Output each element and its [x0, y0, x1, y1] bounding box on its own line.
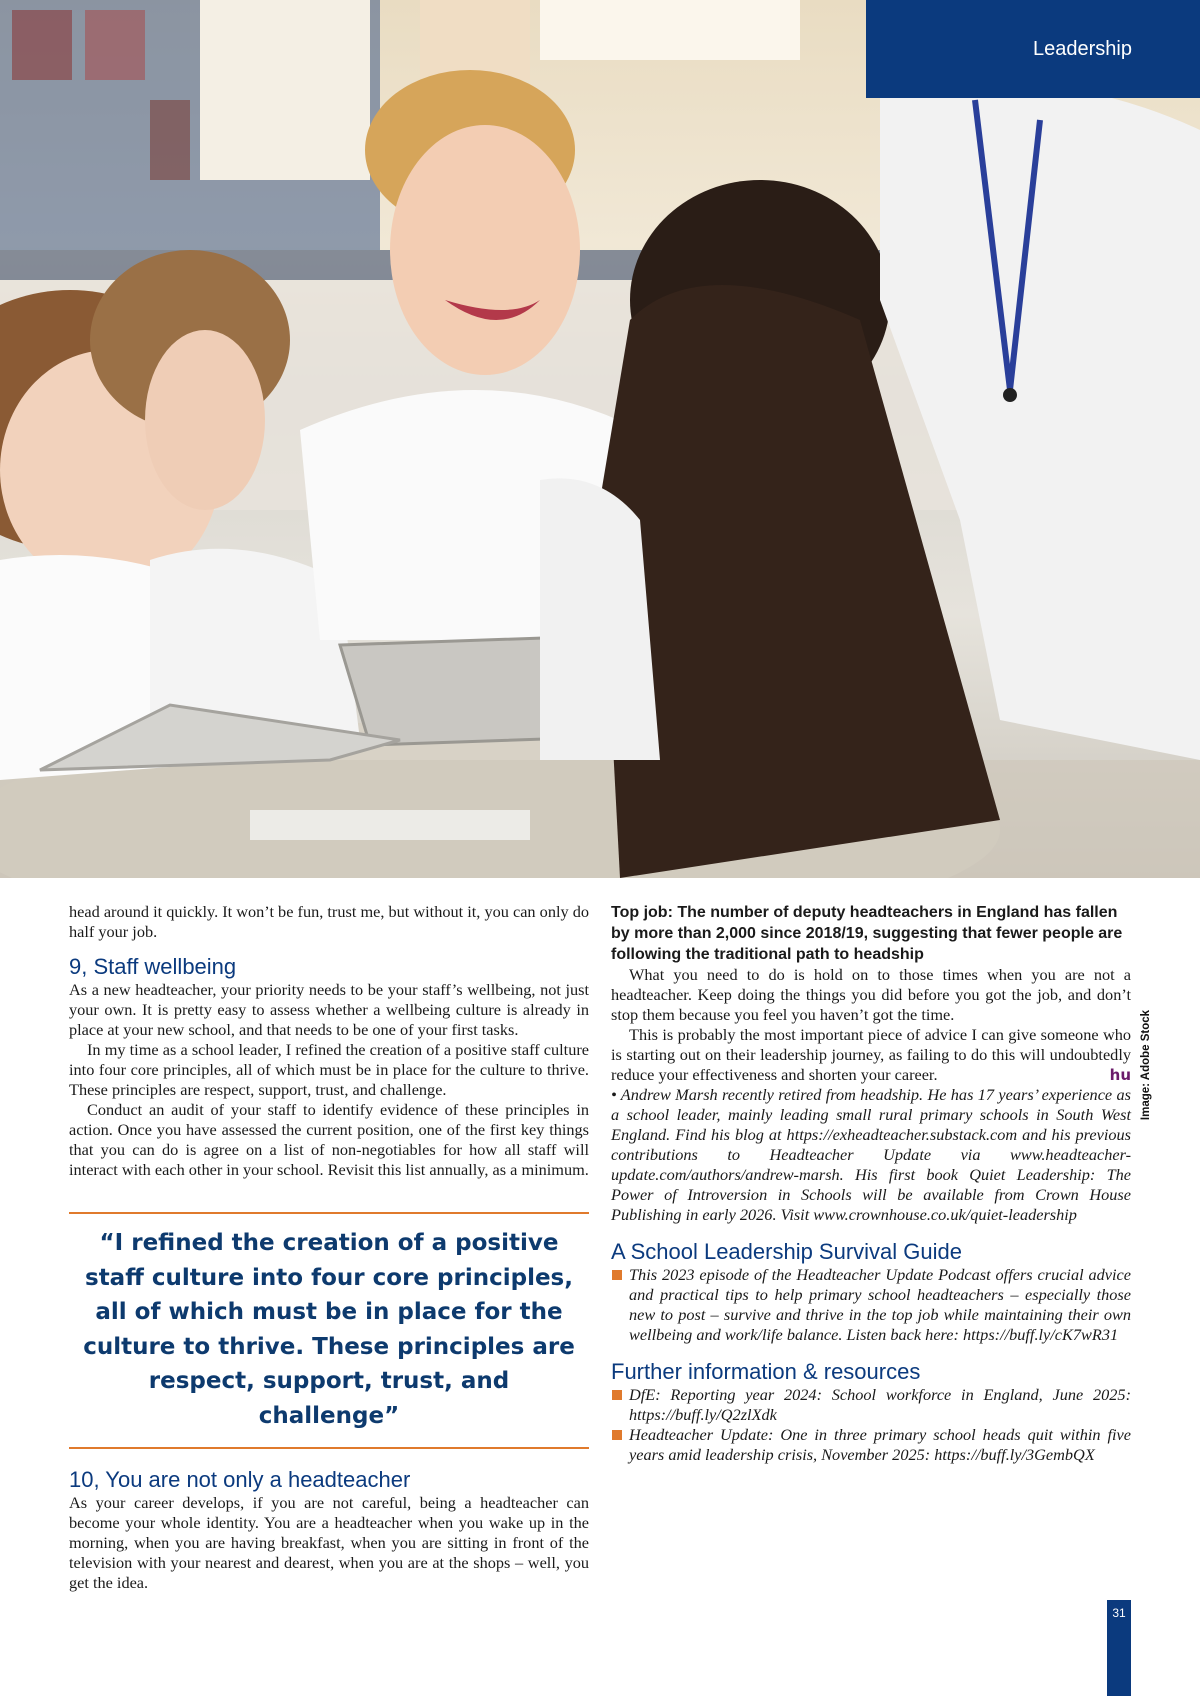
section-label: Leadership: [866, 0, 1200, 98]
page-number: 31: [1107, 1600, 1131, 1696]
list-item-text: Headteacher Update: One in three primary school heads quit within five years amid leadership crisis, November 2025: https://buff.ly/3GembQX: [629, 1425, 1131, 1464]
paragraph: What you need to do is hold on to those times when you are not a headteacher. Keep doing the things you did before you got the job, and don’t stop them because you feel you haven’t got the time.: [611, 965, 1131, 1024]
image-credit-text: Image: Adobe Stock: [1140, 1009, 1152, 1121]
bullet-square-icon: [612, 1270, 622, 1280]
paragraph: [611, 1025, 1131, 1085]
author-bio: • Andrew Marsh recently retired from headship. He has 17 years’ experience as a school leader, mainly leading small rural primary schools in South West England. Find his blog at https://exheadteacher.substack.com and his previous contributions to Headteacher Update via www.headteacher-update.com/authors/andrew-marsh. His first book Quiet Leadership: The Power of Introversion in Schools will be available from Crown House Publishing in early 2026. Visit www.crownhouse.co.uk/quiet-leadership: [611, 1085, 1131, 1224]
list-item: [611, 1425, 1131, 1465]
paragraph: Conduct an audit of your staff to identify evidence of these principles in action. Once you have assessed the current position, one of the first key things that you can do is agree on a list of non-negotiables for how all staff will interact with each other in your school. Revisit this list annually, as a minimum.: [69, 1100, 589, 1179]
paragraph-text: This is probably the most important piece of advice I can give someone who is starting out on their leadership journey, as failing to do this will undoubtedly reduce your effectiveness and shorten your career.: [611, 1025, 1131, 1084]
paragraph: As a new headteacher, your priority needs to be your staff’s wellbeing, not just your own. It is pretty easy to assess whether a wellbeing culture is already in place at your new school, and that needs to be one of your first tasks.: [69, 980, 589, 1039]
end-mark-logo: hu: [1109, 1066, 1131, 1084]
right-column: [611, 902, 1131, 1465]
heading-further-resources: Further information & resources: [611, 1359, 921, 1384]
bullet-square-icon: [612, 1430, 622, 1440]
list-item: [611, 1265, 1131, 1345]
heading-survival-guide: A School Leadership Survival Guide: [611, 1239, 962, 1264]
heading-staff-wellbeing: 9, Staff wellbeing: [69, 954, 237, 979]
paragraph: In my time as a school leader, I refined the creation of a positive staff culture into four core principles, all of which must be in place for the culture to thrive. These principles are respect, support, trust, and challenge.: [69, 1040, 589, 1099]
image-credit: [1134, 1005, 1158, 1125]
photo-caption: Top job: The number of deputy headteachers in England has fallen by more than 2,000 since 2018/19, suggesting that fewer people are following the traditional path to headship: [611, 904, 1123, 963]
pull-quote: “I refined the creation of a positive staff culture into four core principles, all of which must be in place for the culture to thrive. These principles are respect, support, trust, and challenge”: [69, 1212, 589, 1449]
bullet-square-icon: [612, 1390, 622, 1400]
list-item: [611, 1385, 1131, 1425]
intro-paragraph: head around it quickly. It won’t be fun, trust me, but without it, you can only do half your job.: [69, 902, 589, 941]
paragraph: As your career develops, if you are not careful, being a headteacher can become your whole identity. You are a headteacher when you wake up in the morning, when you are having breakfast, when you are sitting in front of the television with your nearest and dearest, when you are at the shops – well, you get the idea.: [69, 1493, 589, 1592]
list-item-text: This 2023 episode of the Headteacher Update Podcast offers crucial advice and practical tips to help primary school headteachers – especially those new to post – survive and thrive in the top job while maintaining their own wellbeing and work/life balance. Listen back here: https://buff.ly/cK7wR31: [629, 1265, 1131, 1344]
heading-not-only-headteacher: 10, You are not only a headteacher: [69, 1467, 411, 1492]
left-column: [69, 902, 589, 1593]
list-item-text: DfE: Reporting year 2024: School workforce in England, June 2025: https://buff.ly/Q2zlXdk: [629, 1385, 1131, 1424]
